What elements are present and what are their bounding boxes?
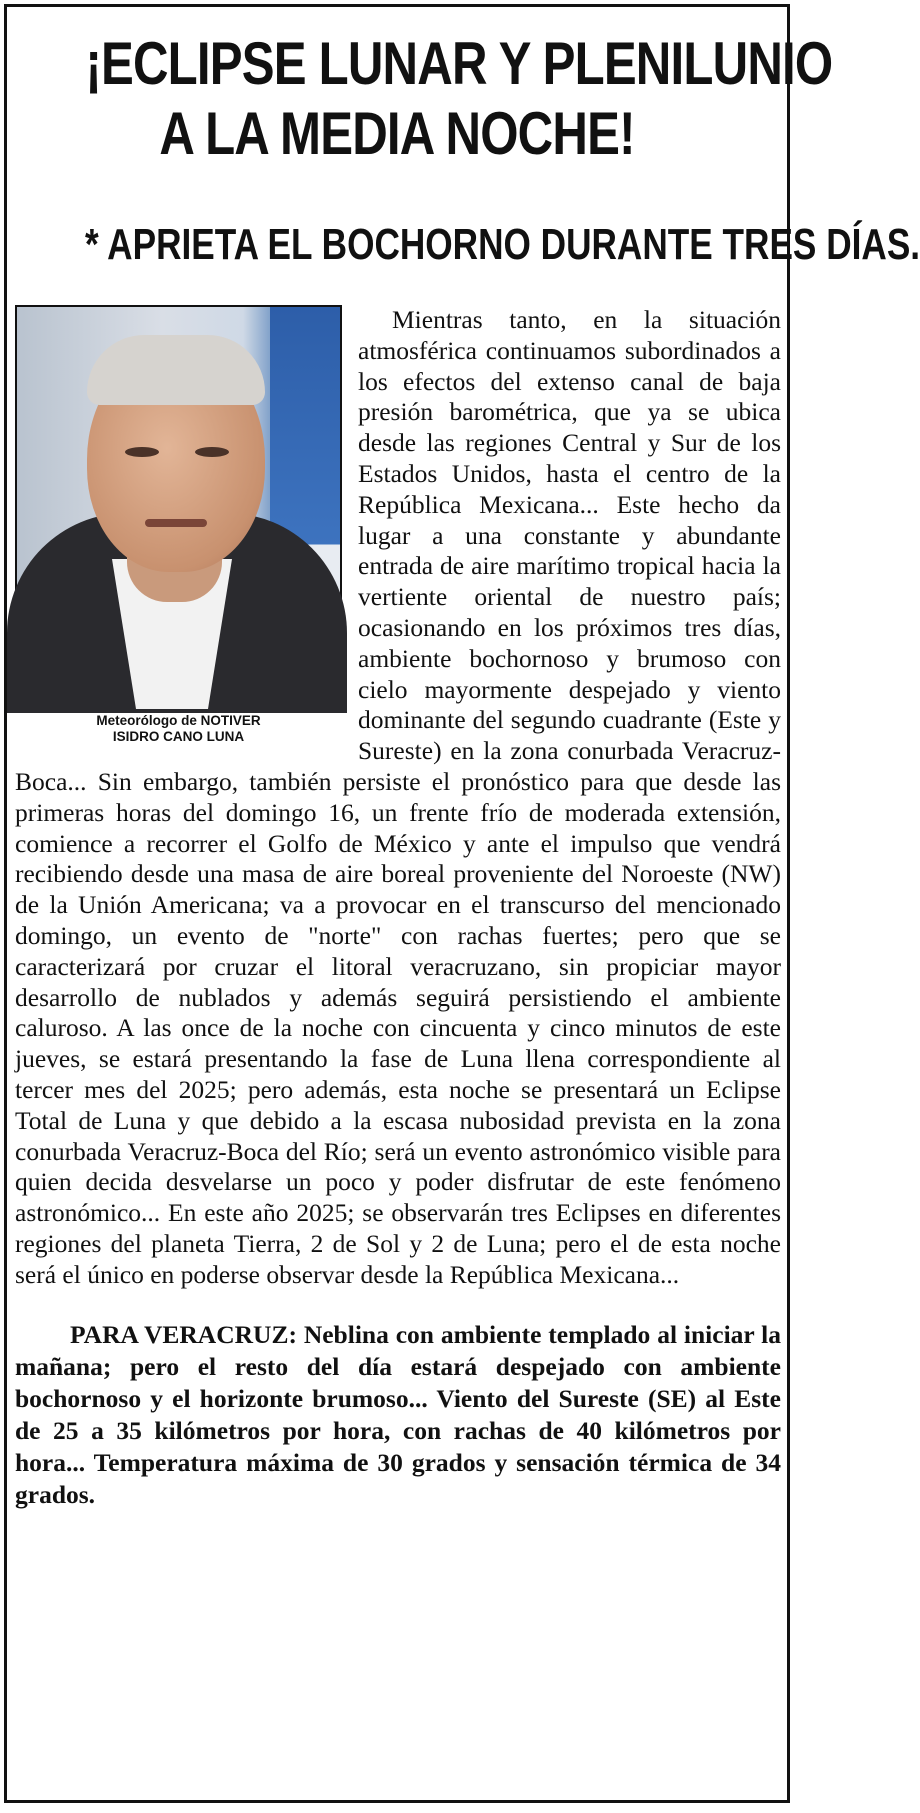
- photo-caption-line-2: ISIDRO CANO LUNA: [112, 729, 245, 744]
- body-paragraph-1: Mientras tanto, en la situación atmosférica continuamos subordinados a los efectos del extenso canal de baja presión barométrica, que ya se ubica desde las regiones Central y Sur de los Estados Unidos, hasta el centro de la República Mexicana... Este hecho da lugar a una constante y abundante entrada de aire marítimo tropical hacia la vertiente oriental de nuestro país; ocasionando en los próximos tres días, ambiente bochornoso y brumoso con cielo mayormente despejado y viento dominante del segundo cuadrante (Este y Sureste) en la zona conurbada Veracruz-Boca... Sin embargo, también persiste el pronóstico para que desde las primeras horas del domingo 16, un frente frío de moderada extensión, comience a recorrer el Golfo de México y ante el impulso que vendrá recibiendo desde una masa de aire boreal proveniente del Noroeste (NW) de la Unión Americana; va a provocar en el transcurso del mencionado domingo, un evento de "norte" con rachas fuertes; pero que se caracterizará por cruzar el litoral veracruzano, sin propiciar mayor desarrollo de nublados y además seguirá persistiendo el ambiente caluroso. A las once de la noche con cincuenta y cinco minutos de este jueves, se estará presentando la fase de Luna llena correspondiente al tercer mes del 2025; pero además, esta noche se presentará un Eclipse Total de Luna y que debido a la escasa nubosidad prevista en la zona conurbada Veracruz-Boca del Río; será un evento astronómico visible para quien decida desvelarse un poco y poder disfrutar de este fenómeno astronómico... En este año 2025; se observarán tres Eclipses en diferentes regiones del planeta Tierra, 2 de Sol y 2 de Luna; pero el de esta noche será el único en poderse observar desde la República Mexicana...: [15, 305, 781, 1289]
- photo-block: [15, 305, 342, 745]
- photo-caption-line-1: Meteorólogo de NOTIVER: [96, 713, 261, 728]
- headline-line-2: A LA MEDIA NOCHE!: [159, 100, 635, 167]
- article-body: [15, 305, 781, 1511]
- portrait-photo: [15, 305, 342, 705]
- photo-caption: [15, 713, 342, 745]
- article-frame: [4, 4, 920, 1803]
- headline: [77, 7, 833, 169]
- forecast-paragraph: PARA VERACRUZ: Neblina con ambiente templado al iniciar la mañana; pero el resto del día estará despejado con ambiente bochornoso y el horizonte brumoso... Viento del Sureste (SE) al Este de 25 a 35 kilómetros por hora, con rachas de 40 kilómetros por hora... Temperatura máxima de 30 grados y sensación térmica de 34 grados.: [15, 1319, 781, 1509]
- headline-line-1: ¡ECLIPSE LUNAR Y PLENILUNIO: [85, 30, 833, 97]
- subheadline: * APRIETA EL BOCHORNO DURANTE TRES DÍAS.: [85, 220, 920, 269]
